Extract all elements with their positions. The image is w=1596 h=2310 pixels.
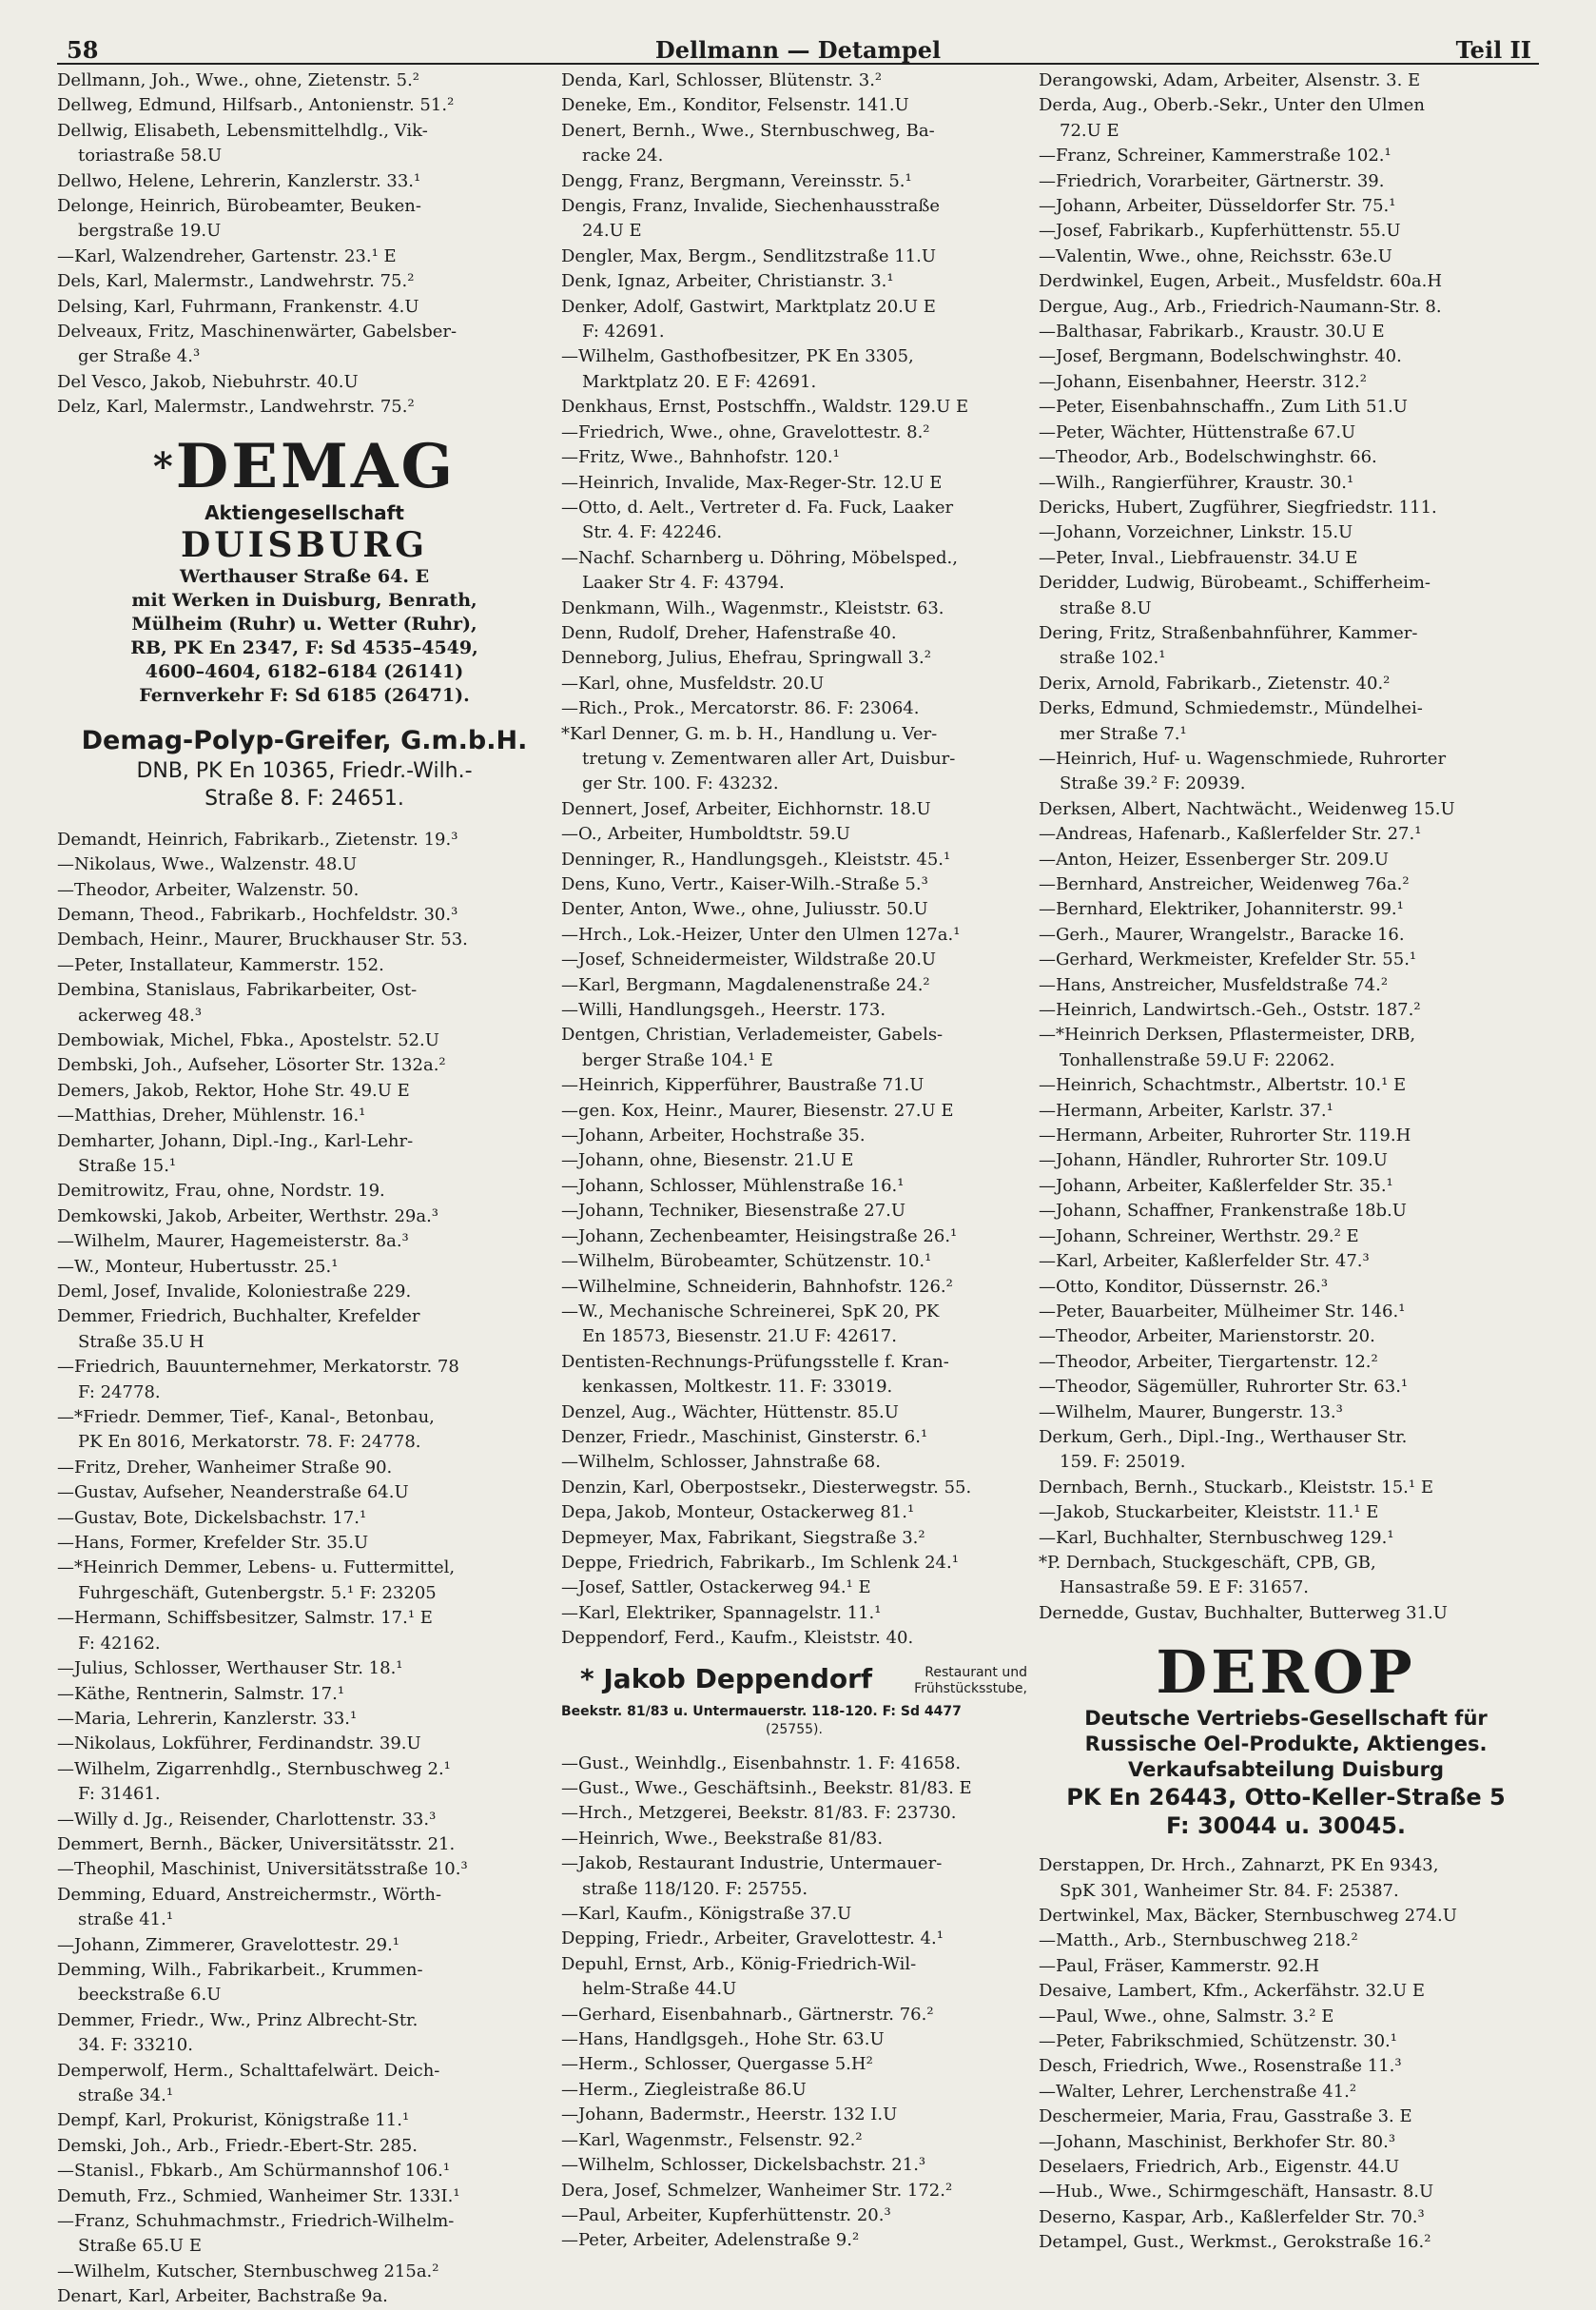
- directory-entry: —Johann, Schreiner, Werthstr. 29.² E: [1039, 1225, 1359, 1246]
- directory-entry: —Matth., Arb., Sternbuschweg 218.²: [1039, 1930, 1358, 1951]
- directory-entry: —Gerhard, Werkmeister, Krefelder Str. 55.¹: [1039, 949, 1417, 970]
- directory-entry: Derkum, Gerh., Dipl.-Ing., Werthauser Str.: [1039, 1426, 1408, 1447]
- directory-entry: Dellwig, Elisabeth, Lebensmittelhdlg., Vik-: [57, 120, 428, 141]
- page-title: Dellmann — Detampel: [654, 36, 942, 64]
- directory-entry: —Gustav, Bote, Dickelsbachstr. 17.¹: [57, 1507, 367, 1528]
- deppendorf-advertisement: [561, 1662, 1027, 1738]
- directory-entry: —Rich., Prok., Mercatorstr. 86. F: 23064.: [561, 698, 920, 719]
- directory-entry: —Heinrich, Landwirtsch.-Geh., Oststr. 187.²: [1039, 1000, 1421, 1021]
- directory-entry: —Wilhelm, Schlosser, Jahnstraße 68.: [561, 1452, 881, 1473]
- directory-entry: Dembach, Heinr., Maurer, Bruckhauser Str. 53.: [57, 930, 468, 950]
- directory-entry: —Karl, Arbeiter, Kaßlerfelder Str. 47.³: [1039, 1251, 1370, 1272]
- directory-entry: —Theodor, Arbeiter, Walzenstr. 50.: [57, 879, 360, 900]
- directory-entry: Dembina, Stanislaus, Fabrikarbeiter, Ost-: [57, 980, 418, 1001]
- directory-entry: —Franz, Schuhmachmstr., Friedrich-Wilhelm-: [57, 2211, 455, 2232]
- directory-entry: —Otto, Konditor, Düssernstr. 26.³: [1039, 1276, 1329, 1297]
- directory-entry: —Friedrich, Bauunternehmer, Merkatorstr. 78: [57, 1357, 459, 1378]
- directory-entry: Dels, Karl, Malermstr., Landwehrstr. 75.²: [57, 271, 415, 292]
- directory-entry: Demmer, Friedr., Ww., Prinz Albrecht-Str.: [57, 2009, 418, 2030]
- directory-entry: —Wilhelm, Kutscher, Sternbuschweg 215a.²: [57, 2261, 439, 2281]
- directory-entry: —Wilh., Rangierführer, Kraustr. 30.¹: [1039, 472, 1354, 493]
- directory-entry: Dering, Fritz, Straßenbahnführer, Kammer-: [1039, 622, 1418, 643]
- directory-entry: —Johann, Zechenbeamter, Heisingstraße 26.¹: [561, 1225, 958, 1246]
- directory-entry: 34. F: 33210.: [78, 2035, 193, 2056]
- directory-entry: *P. Dernbach, Stuckgeschäft, CPB, GB,: [1039, 1552, 1376, 1573]
- directory-entry: Dengg, Franz, Bergmann, Vereinsstr. 5.¹: [561, 170, 912, 191]
- directory-entry: —Johann, ohne, Biesenstr. 21.U E: [561, 1150, 854, 1171]
- directory-entry: —Johann, Techniker, Biesenstraße 27.U: [561, 1201, 906, 1222]
- derop-line: Verkaufsabteilung Duisburg: [1127, 1758, 1444, 1782]
- directory-entry: ger Straße 4.³: [78, 346, 201, 367]
- directory-entry: Demski, Joh., Arb., Friedr.-Ebert-Str. 285.: [57, 2135, 418, 2156]
- directory-entry: helm-Straße 44.U: [582, 1979, 737, 2000]
- directory-entry: Delz, Karl, Malermstr., Landwehrstr. 75.²: [57, 397, 415, 418]
- derop-line: Deutsche Vertriebs-Gesellschaft für: [1084, 1707, 1488, 1731]
- derop-line: F: 30044 u. 30045.: [1165, 1812, 1407, 1840]
- directory-entry: straße 102.¹: [1060, 648, 1166, 669]
- directory-entry: —Hermann, Arbeiter, Karlstr. 37.¹: [1039, 1100, 1333, 1121]
- directory-entry: Derix, Arnold, Fabrikarb., Zietenstr. 40.²: [1039, 673, 1391, 694]
- directory-entry: —Theodor, Sägemüller, Ruhrorter Str. 63.¹: [1039, 1377, 1409, 1398]
- directory-entry: —Gust., Weinhdlg., Eisenbahnstr. 1. F: 41658.: [561, 1752, 962, 1773]
- column-1: [57, 69, 552, 2307]
- directory-entry: —Josef, Schneidermeister, Wildstraße 20.U: [561, 949, 937, 970]
- column-3: [1039, 69, 1533, 2253]
- directory-entry: Denn, Rudolf, Dreher, Hafenstraße 40.: [561, 622, 897, 643]
- directory-entry: —Heinrich, Wwe., Beekstraße 81/83.: [561, 1828, 884, 1849]
- directory-entry: F: 42162.: [78, 1633, 161, 1654]
- directory-entry: Demmer, Friedrich, Buchhalter, Krefelder: [57, 1306, 420, 1327]
- directory-entry: F: 31461.: [78, 1784, 161, 1805]
- directory-entry: Dergue, Aug., Arb., Friedrich-Naumann-Str. 8.: [1039, 296, 1442, 317]
- directory-entry: —gen. Kox, Heinr., Maurer, Biesenstr. 27.U E: [561, 1100, 954, 1121]
- directory-entry: Derks, Edmund, Schmiedemstr., Mündelhei-: [1039, 698, 1423, 719]
- directory-entry: Straße 15.¹: [78, 1155, 177, 1176]
- directory-entry: —Hans, Anstreicher, Musfeldstraße 74.²: [1039, 974, 1389, 995]
- directory-entry: toriastraße 58.U: [78, 146, 223, 166]
- derop-line: PK En 26443, Otto-Keller-Straße 5: [1066, 1784, 1506, 1811]
- directory-entry: —*Friedr. Demmer, Tief-, Kanal-, Betonbau,: [57, 1407, 435, 1428]
- directory-entry: 159. F: 25019.: [1060, 1452, 1186, 1473]
- directory-entry: straße 34.¹: [78, 2085, 174, 2105]
- directory-entry: —Hans, Handlgsgeh., Hohe Str. 63.U: [561, 2029, 885, 2050]
- column-2: [561, 69, 1027, 2251]
- directory-entry: —Walter, Lehrer, Lerchenstraße 41.²: [1039, 2081, 1357, 2102]
- directory-entry: —Johann, Zimmerer, Gravelottestr. 29.¹: [57, 1934, 400, 1955]
- directory-entry: Depping, Friedr., Arbeiter, Gravelottestr. 4.¹: [561, 1928, 944, 1949]
- directory-entry: —Hans, Former, Krefelder Str. 35.U: [57, 1533, 369, 1554]
- directory-entry: Denda, Karl, Schlosser, Blütenstr. 3.²: [561, 70, 883, 90]
- directory-entry: Demann, Theod., Fabrikarb., Hochfeldstr. 30.³: [57, 904, 458, 925]
- directory-entry: —Gustav, Aufseher, Neanderstraße 64.U: [57, 1482, 409, 1503]
- directory-entry: Dera, Josef, Schmelzer, Wanheimer Str. 172.²: [561, 2180, 953, 2201]
- directory-entry: Dernbach, Bernh., Stuckarb., Kleiststr. 15.¹ E: [1039, 1477, 1433, 1498]
- directory-entry: ackerweg 48.³: [78, 1005, 203, 1026]
- directory-entry: 24.U E: [582, 221, 642, 242]
- directory-entry: SpK 301, Wanheimer Str. 84. F: 25387.: [1060, 1880, 1399, 1901]
- directory-entry: —Wilhelm, Gasthofbesitzer, PK En 3305,: [561, 346, 914, 367]
- directory-entry: Straße 35.U H: [78, 1331, 204, 1352]
- directory-entry: —Gerhard, Eisenbahnarb., Gärtnerstr. 76.²: [561, 2004, 934, 2025]
- directory-entry: —Bernhard, Elektriker, Johanniterstr. 99.¹: [1039, 899, 1404, 920]
- directory-entry: —Johann, Arbeiter, Düsseldorfer Str. 75.¹: [1039, 196, 1396, 217]
- directory-entry: Demming, Wilh., Fabrikarbeit., Krummen-: [57, 1959, 423, 1980]
- polyp-line: Straße 8. F: 24651.: [204, 786, 404, 811]
- directory-entry: —Paul, Wwe., ohne, Salmstr. 3.² E: [1039, 2006, 1334, 2026]
- directory-entry: Deserno, Kaspar, Arb., Kaßlerfelder Str. 70.³: [1039, 2206, 1425, 2227]
- directory-entry: —Hermann, Schiffsbesitzer, Salmstr. 17.¹ E: [57, 1608, 433, 1629]
- directory-entry: Desaive, Lambert, Kfm., Ackerfähstr. 32.U E: [1039, 1981, 1426, 2002]
- entry-list: [561, 69, 1027, 1652]
- directory-entry: —Peter, Installateur, Kammerstr. 152.: [57, 954, 384, 975]
- directory-entry: Dens, Kuno, Vertr., Kaiser-Wilh.-Straße 5.³: [561, 874, 928, 894]
- directory-entry: —Hrch., Lok.-Heizer, Unter den Ulmen 127a.¹: [561, 924, 961, 945]
- directory-entry: Dempf, Karl, Prokurist, Königstraße 11.¹: [57, 2110, 410, 2131]
- directory-entry: —Bernhard, Anstreicher, Weidenweg 76a.²: [1039, 874, 1410, 894]
- directory-entry: —Josef, Sattler, Ostackerweg 94.¹ E: [561, 1577, 871, 1598]
- directory-entry: Demperwolf, Herm., Schalttafelwärt. Deich-: [57, 2060, 440, 2081]
- directory-entry: Tonhallenstraße 59.U F: 22062.: [1060, 1049, 1335, 1070]
- entry-list: [1039, 69, 1533, 1626]
- directory-entry: Denker, Adolf, Gastwirt, Marktplatz 20.U E: [561, 296, 936, 317]
- directory-entry: Derstappen, Dr. Hrch., Zahnarzt, PK En 9343,: [1039, 1855, 1439, 1876]
- page-number: 58: [67, 36, 99, 64]
- directory-entry: —Käthe, Rentnerin, Salmstr. 17.¹: [57, 1683, 345, 1704]
- directory-entry: Delveaux, Fritz, Maschinenwärter, Gabelsber-: [57, 322, 457, 343]
- directory-entry: —Julius, Schlosser, Werthauser Str. 18.¹: [57, 1658, 403, 1679]
- directory-entry: —Karl, ohne, Musfeldstr. 20.U: [561, 673, 825, 694]
- directory-entry: —Theodor, Arb., Bodelschwinghstr. 66.: [1039, 447, 1377, 468]
- directory-entry: —Johann, Schaffner, Frankenstraße 18b.U: [1039, 1201, 1407, 1222]
- demag-star: *: [152, 443, 176, 489]
- directory-entry: Derksen, Albert, Nachtwächt., Weidenweg 15.U: [1039, 798, 1455, 819]
- derop-title: DEROP: [1156, 1637, 1416, 1708]
- directory-entry: —Johann, Vorzeichner, Linkstr. 15.U: [1039, 522, 1353, 543]
- deppendorf-name: * Jakob Deppendorf: [580, 1662, 873, 1694]
- derop-advertisement: [1039, 1639, 1533, 1840]
- directory-entry: —Wilhelm, Bürobeamter, Schützenstr. 10.¹: [561, 1251, 932, 1272]
- polyp-advertisement: [57, 725, 552, 812]
- directory-entry: F: 42691.: [582, 322, 665, 343]
- directory-entry: —Peter, Arbeiter, Adelenstraße 9.²: [561, 2230, 860, 2251]
- demag-line: Fernverkehr F: Sd 6185 (26471).: [139, 684, 470, 706]
- directory-entry: Fuhrgeschäft, Gutenbergstr. 5.¹ F: 23205: [78, 1582, 437, 1603]
- directory-entry: Dellmann, Joh., Wwe., ohne, Zietenstr. 5.²: [57, 70, 420, 90]
- directory-entry: F: 24778.: [78, 1381, 161, 1402]
- directory-entry: Delonge, Heinrich, Bürobeamter, Beuken-: [57, 196, 421, 217]
- directory-entry: Dertwinkel, Max, Bäcker, Sternbuschweg 274.U: [1039, 1906, 1457, 1926]
- directory-entry: —Josef, Bergmann, Bodelschwinghstr. 40.: [1039, 346, 1402, 367]
- directory-entry: Str. 4. F: 42246.: [582, 522, 723, 543]
- directory-entry: kenkassen, Moltkestr. 11. F: 33019.: [582, 1377, 893, 1398]
- directory-entry: —Fritz, Dreher, Wanheimer Straße 90.: [57, 1457, 393, 1478]
- directory-entry: Denzel, Aug., Wächter, Hüttenstr. 85.U: [561, 1401, 899, 1422]
- directory-entry: —Josef, Fabrikarb., Kupferhüttenstr. 55.U: [1039, 221, 1401, 242]
- directory-entry: Dericks, Hubert, Zugführer, Siegfriedstr. 111.: [1039, 497, 1437, 518]
- deppendorf-address: Beekstr. 81/83 u. Untermauerstr. 118-120. F: Sd 4477: [561, 1703, 962, 1719]
- directory-entry: En 18573, Biesenstr. 21.U F: 42617.: [582, 1326, 897, 1347]
- polyp-title: Demag-Polyp-Greifer, G.m.b.H.: [81, 725, 528, 755]
- directory-entry: Deml, Josef, Invalide, Koloniestraße 229.: [57, 1282, 412, 1302]
- directory-entry: Demitrowitz, Frau, ohne, Nordstr. 19.: [57, 1181, 385, 1202]
- directory-entry: Denzer, Friedr., Maschinist, Ginsterstr. 6.¹: [561, 1426, 928, 1447]
- directory-entry: —Heinrich, Kipperführer, Baustraße 71.U: [561, 1075, 925, 1096]
- directory-entry: —Johann, Maschinist, Berkhofer Str. 80.³: [1039, 2131, 1396, 2152]
- directory-entry: Del Vesco, Jakob, Niebuhrstr. 40.U: [57, 371, 359, 392]
- directory-entry: Derda, Aug., Oberb.-Sekr., Unter den Ulmen: [1039, 95, 1425, 116]
- directory-entry: Detampel, Gust., Werkmst., Gerokstraße 16.²: [1039, 2232, 1431, 2253]
- directory-entry: Denninger, R., Handlungsgeh., Kleiststr. 45.¹: [561, 849, 951, 870]
- directory-entry: tretung v. Zementwaren aller Art, Duisbur-: [582, 748, 956, 769]
- directory-entry: —Karl, Bergmann, Magdalenenstraße 24.²: [561, 974, 930, 995]
- directory-entry: —Karl, Wagenmstr., Felsenstr. 92.²: [561, 2129, 863, 2150]
- directory-entry: Depa, Jakob, Monteur, Ostackerweg 81.¹: [561, 1502, 915, 1523]
- directory-entry: —Nikolaus, Wwe., Walzenstr. 48.U: [57, 854, 358, 875]
- directory-entry: —Johann, Arbeiter, Kaßlerfelder Str. 35.¹: [1039, 1175, 1393, 1196]
- directory-entry: Denter, Anton, Wwe., ohne, Juliusstr. 50.U: [561, 899, 928, 920]
- directory-entry: Demkowski, Jakob, Arbeiter, Werthstr. 29a.³: [57, 1205, 439, 1226]
- directory-entry: Straße 39.² F: 20939.: [1060, 773, 1246, 794]
- directory-entry: Deschermeier, Maria, Frau, Gasstraße 3. E: [1039, 2106, 1412, 2127]
- directory-entry: —Theodor, Arbeiter, Marienstorstr. 20.: [1039, 1326, 1375, 1347]
- directory-entry: Straße 65.U E: [78, 2236, 202, 2257]
- directory-entry: —*Heinrich Demmer, Lebens- u. Futtermittel,: [57, 1557, 456, 1578]
- directory-entry: —Nachf. Scharnberg u. Döhring, Möbelsped.,: [561, 547, 958, 568]
- directory-entry: —Peter, Eisenbahnschaffn., Zum Lith 51.U: [1039, 397, 1408, 418]
- directory-entry: Demharter, Johann, Dipl.-Ing., Karl-Lehr-: [57, 1130, 414, 1151]
- directory-entry: *Karl Denner, G. m. b. H., Handlung u. Ver-: [561, 723, 938, 744]
- directory-entry: —Peter, Fabrikschmied, Schützenstr. 30.¹: [1039, 2031, 1397, 2052]
- directory-entry: —Peter, Bauarbeiter, Mülheimer Str. 146.¹: [1039, 1301, 1406, 1321]
- directory-entry: Derdwinkel, Eugen, Arbeit., Musfeldstr. 60a.H: [1039, 271, 1443, 292]
- directory-entry: —Franz, Schreiner, Kammerstraße 102.¹: [1039, 146, 1392, 166]
- directory-entry: —Friedrich, Vorarbeiter, Gärtnerstr. 39.: [1039, 170, 1385, 191]
- directory-entry: Delsing, Karl, Fuhrmann, Frankenstr. 4.U: [57, 296, 419, 317]
- directory-entry: —Otto, d. Aelt., Vertreter d. Fa. Fuck, Laaker: [561, 497, 954, 518]
- directory-entry: —Peter, Wächter, Hüttenstraße 67.U: [1039, 421, 1356, 442]
- directory-entry: Marktplatz 20. E F: 42691.: [582, 371, 817, 392]
- directory-entry: —Wilhelmine, Schneiderin, Bahnhofstr. 126.²: [561, 1276, 953, 1297]
- demag-line: RB, PK En 2347, F: Sd 4535–4549,: [130, 636, 478, 658]
- directory-entry: Denzin, Karl, Oberpostsekr., Diesterwegstr. 55.: [561, 1477, 972, 1498]
- demag-city: DUISBURG: [181, 524, 428, 565]
- directory-entry: —Fritz, Wwe., Bahnhofstr. 120.¹: [561, 447, 840, 468]
- deppendorf-phone: (25755).: [766, 1721, 823, 1737]
- directory-entry: —O., Arbeiter, Humboldtstr. 59.U: [561, 824, 850, 845]
- directory-entry: Demers, Jakob, Rektor, Hohe Str. 49.U E: [57, 1080, 410, 1101]
- directory-entry: —Johann, Eisenbahner, Heerstr. 312.²: [1039, 371, 1367, 392]
- directory-entry: Demmert, Bernh., Bäcker, Universitätsstr. 21.: [57, 1833, 456, 1854]
- directory-entry: —Jakob, Stuckarbeiter, Kleiststr. 11.¹ E: [1039, 1502, 1379, 1523]
- directory-entry: —Wilhelm, Schlosser, Dickelsbachstr. 21.³: [561, 2155, 926, 2176]
- directory-entry: —Herm., Ziegleistraße 86.U: [561, 2079, 807, 2100]
- directory-entry: Dembski, Joh., Aufseher, Lösorter Str. 132a.²: [57, 1055, 446, 1076]
- entry-list: [1039, 1853, 1533, 2256]
- polyp-line: DNB, PK En 10365, Friedr.-Wilh.-: [136, 758, 473, 783]
- directory-entry: Derangowski, Adam, Arbeiter, Alsenstr. 3. E: [1039, 70, 1421, 90]
- directory-entry: —Gerh., Maurer, Wrangelstr., Baracke 16.: [1039, 924, 1405, 945]
- directory-entry: —Paul, Fräser, Kammerstr. 92.H: [1039, 1955, 1320, 1976]
- directory-entry: —Theodor, Arbeiter, Tiergartenstr. 12.²: [1039, 1351, 1378, 1372]
- entry-list: [57, 828, 552, 2310]
- directory-entry: mer Straße 7.¹: [1060, 723, 1187, 744]
- directory-entry: —Stanisl., Fbkarb., Am Schürmannshof 106.¹: [57, 2161, 451, 2182]
- deppendorf-business-line: Frühstücksstube,: [914, 1680, 1027, 1696]
- directory-entry: —Maria, Lehrerin, Kanzlerstr. 33.¹: [57, 1708, 358, 1729]
- directory-entry: Dentisten-Rechnungs-Prüfungsstelle f. Kran-: [561, 1351, 949, 1372]
- directory-entry: Demuth, Frz., Schmied, Wanheimer Str. 133I.¹: [57, 2185, 460, 2206]
- directory-entry: Deridder, Ludwig, Bürobeamt., Schifferheim-: [1039, 573, 1431, 594]
- directory-entry: straße 118/120. F: 25755.: [582, 1878, 808, 1899]
- directory-entry: Dengler, Max, Bergm., Sendlitzstraße 11.U: [561, 245, 937, 266]
- directory-entry: —Valentin, Wwe., ohne, Reichsstr. 63e.U: [1039, 245, 1392, 266]
- directory-entry: —Nikolaus, Lokführer, Ferdinandstr. 39.U: [57, 1733, 421, 1754]
- directory-entry: —Karl, Buchhalter, Sternbuschweg 129.¹: [1039, 1527, 1394, 1548]
- derop-line: Russische Oel-Produkte, Aktienges.: [1084, 1732, 1488, 1756]
- directory-entry: Deppendorf, Ferd., Kaufm., Kleiststr. 40.: [561, 1628, 914, 1649]
- directory-entry: —Karl, Kaufm., Königstraße 37.U: [561, 1904, 852, 1925]
- directory-entry: racke 24.: [582, 146, 664, 166]
- directory-entry: —Wilhelm, Maurer, Hagemeisterstr. 8a.³: [57, 1231, 409, 1252]
- directory-entry: Dennert, Josef, Arbeiter, Eichhornstr. 18.U: [561, 798, 931, 819]
- directory-entry: —W., Monteur, Hubertusstr. 25.¹: [57, 1256, 339, 1277]
- directory-entry: Deneke, Em., Konditor, Felsenstr. 141.U: [561, 95, 909, 116]
- directory-entry: —Heinrich, Schachtmstr., Albertstr. 10.¹ E: [1039, 1075, 1407, 1096]
- directory-entry: Dernedde, Gustav, Buchhalter, Butterweg 31.U: [1039, 1602, 1448, 1623]
- deppendorf-business: [914, 1665, 1027, 1697]
- demag-line: Mülheim (Ruhr) u. Wetter (Ruhr),: [131, 613, 477, 635]
- directory-entry: —Balthasar, Fabrikarb., Kraustr. 30.U E: [1039, 322, 1385, 343]
- directory-entry: Dellwo, Helene, Lehrerin, Kanzlerstr. 33.¹: [57, 170, 421, 191]
- directory-entry: Dengis, Franz, Invalide, Siechenhausstraße: [561, 196, 941, 217]
- directory-entry: —Anton, Heizer, Essenberger Str. 209.U: [1039, 849, 1390, 870]
- directory-entry: Dentgen, Christian, Verlademeister, Gabels-: [561, 1025, 944, 1046]
- directory-entry: —Wilhelm, Maurer, Bungerstr. 13.³: [1039, 1401, 1343, 1422]
- page-header: [57, 29, 1539, 65]
- directory-entry: 72.U E: [1060, 120, 1119, 141]
- directory-entry: —Johann, Händler, Ruhrorter Str. 109.U: [1039, 1150, 1388, 1171]
- directory-entry: Denneborg, Julius, Ehefrau, Springwall 3.²: [561, 648, 931, 669]
- demag-subtitle: Aktiengesellschaft: [204, 500, 404, 524]
- directory-entry: Laaker Str 4. F: 43794.: [582, 573, 785, 594]
- directory-entry: —Jakob, Restaurant Industrie, Untermauer-: [561, 1853, 943, 1874]
- directory-entry: berger Straße 104.¹ E: [582, 1049, 773, 1070]
- directory-entry: Demandt, Heinrich, Fabrikarb., Zietenstr. 19.³: [57, 829, 458, 850]
- directory-entry: —Andreas, Hafenarb., Kaßlerfelder Str. 27.¹: [1039, 824, 1422, 845]
- directory-entry: —Hub., Wwe., Schirmgeschäft, Hansastr. 8.U: [1039, 2182, 1434, 2202]
- deppendorf-business-line: Restaurant und: [925, 1664, 1027, 1680]
- directory-entry: —Johann, Badermstr., Heerstr. 132 I.U: [561, 2104, 898, 2125]
- demag-line: mit Werken in Duisburg, Benrath,: [131, 589, 477, 611]
- directory-entry: beeckstraße 6.U: [78, 1985, 222, 2006]
- directory-entry: Depmeyer, Max, Fabrikant, Siegstraße 3.²: [561, 1527, 925, 1548]
- directory-entry: Demming, Eduard, Anstreichermstr., Wörth-: [57, 1884, 442, 1905]
- directory-entry: —Karl, Elektriker, Spannagelstr. 11.¹: [561, 1602, 882, 1623]
- directory-entry: —Hrch., Metzgerei, Beekstr. 81/83. F: 23730.: [561, 1803, 957, 1824]
- directory-entry: —Karl, Walzendreher, Gartenstr. 23.¹ E: [57, 245, 397, 266]
- directory-entry: —Hermann, Arbeiter, Ruhrorter Str. 119.H: [1039, 1126, 1411, 1146]
- directory-entry: Depuhl, Ernst, Arb., König-Friedrich-Wil-: [561, 1953, 917, 1974]
- directory-entry: —*Heinrich Derksen, Pflastermeister, DRB,: [1039, 1025, 1416, 1046]
- directory-entry: —Johann, Arbeiter, Hochstraße 35.: [561, 1126, 866, 1146]
- directory-entry: —Herm., Schlosser, Quergasse 5.H²: [561, 2054, 873, 2075]
- entry-list: [57, 69, 552, 421]
- directory-entry: ger Str. 100. F: 43232.: [582, 773, 779, 794]
- directory-entry: —Matthias, Dreher, Mühlenstr. 16.¹: [57, 1106, 366, 1126]
- directory-entry: bergstraße 19.U: [78, 221, 222, 242]
- demag-line: 4600–4604, 6182–6184 (26141): [145, 660, 464, 682]
- demag-advertisement: [57, 430, 552, 708]
- demag-title: DEMAG: [175, 430, 457, 502]
- directory-entry: —Paul, Arbeiter, Kupferhüttenstr. 20.³: [561, 2204, 891, 2225]
- directory-entry: Denkhaus, Ernst, Postschffn., Waldstr. 129.U E: [561, 397, 969, 418]
- directory-entry: Desch, Friedrich, Wwe., Rosenstraße 11.³: [1039, 2056, 1402, 2077]
- directory-entry: straße 41.¹: [78, 1909, 174, 1930]
- entry-list: [561, 1752, 1027, 2254]
- directory-entry: —Wilhelm, Zigarrenhdlg., Sternbuschweg 2.¹: [57, 1758, 451, 1779]
- directory-entry: —W., Mechanische Schreinerei, SpK 20, PK: [561, 1301, 940, 1321]
- directory-entry: Dembowiak, Michel, Fbka., Apostelstr. 52.U: [57, 1029, 439, 1050]
- directory-entry: Deselaers, Friedrich, Arb., Eigenstr. 44.U: [1039, 2157, 1400, 2178]
- directory-entry: —Johann, Schlosser, Mühlenstraße 16.¹: [561, 1175, 905, 1196]
- directory-entry: —Gust., Wwe., Geschäftsinh., Beekstr. 81/83. E: [561, 1778, 972, 1798]
- directory-entry: —Peter, Inval., Liebfrauenstr. 34.U E: [1039, 547, 1358, 568]
- page-part: Teil II: [1455, 36, 1531, 64]
- directory-entry: Denkmann, Wilh., Wagenmstr., Kleiststr. 63.: [561, 597, 944, 618]
- demag-line: Werthauser Straße 64. E: [179, 565, 430, 587]
- directory-entry: Denk, Ignaz, Arbeiter, Christianstr. 3.¹: [561, 271, 894, 292]
- directory-entry: Dellweg, Edmund, Hilfsarb., Antonienstr. 51.²: [57, 95, 455, 116]
- directory-entry: Hansastraße 59. E F: 31657.: [1060, 1577, 1310, 1598]
- directory-entry: straße 8.U: [1060, 597, 1152, 618]
- directory-entry: —Heinrich, Invalide, Max-Reger-Str. 12.U E: [561, 472, 943, 493]
- directory-entry: —Friedrich, Wwe., ohne, Gravelottestr. 8.²: [561, 421, 930, 442]
- demag-logo: [57, 430, 552, 502]
- directory-entry: Deppe, Friedrich, Fabrikarb., Im Schlenk 24.¹: [561, 1552, 959, 1573]
- directory-entry: PK En 8016, Merkatorstr. 78. F: 24778.: [78, 1432, 421, 1453]
- directory-entry: Denert, Bernh., Wwe., Sternbuschweg, Ba-: [561, 120, 935, 141]
- directory-entry: —Heinrich, Huf- u. Wagenschmiede, Ruhrorter: [1039, 748, 1447, 769]
- directory-entry: —Willy d. Jg., Reisender, Charlottenstr. 33.³: [57, 1809, 437, 1830]
- directory-entry: Denart, Karl, Arbeiter, Bachstraße 9a.: [57, 2286, 388, 2307]
- directory-entry: —Theophil, Maschinist, Universitätsstraße 10.³: [57, 1859, 468, 1880]
- directory-entry: —Willi, Handlungsgeh., Heerstr. 173.: [561, 1000, 886, 1021]
